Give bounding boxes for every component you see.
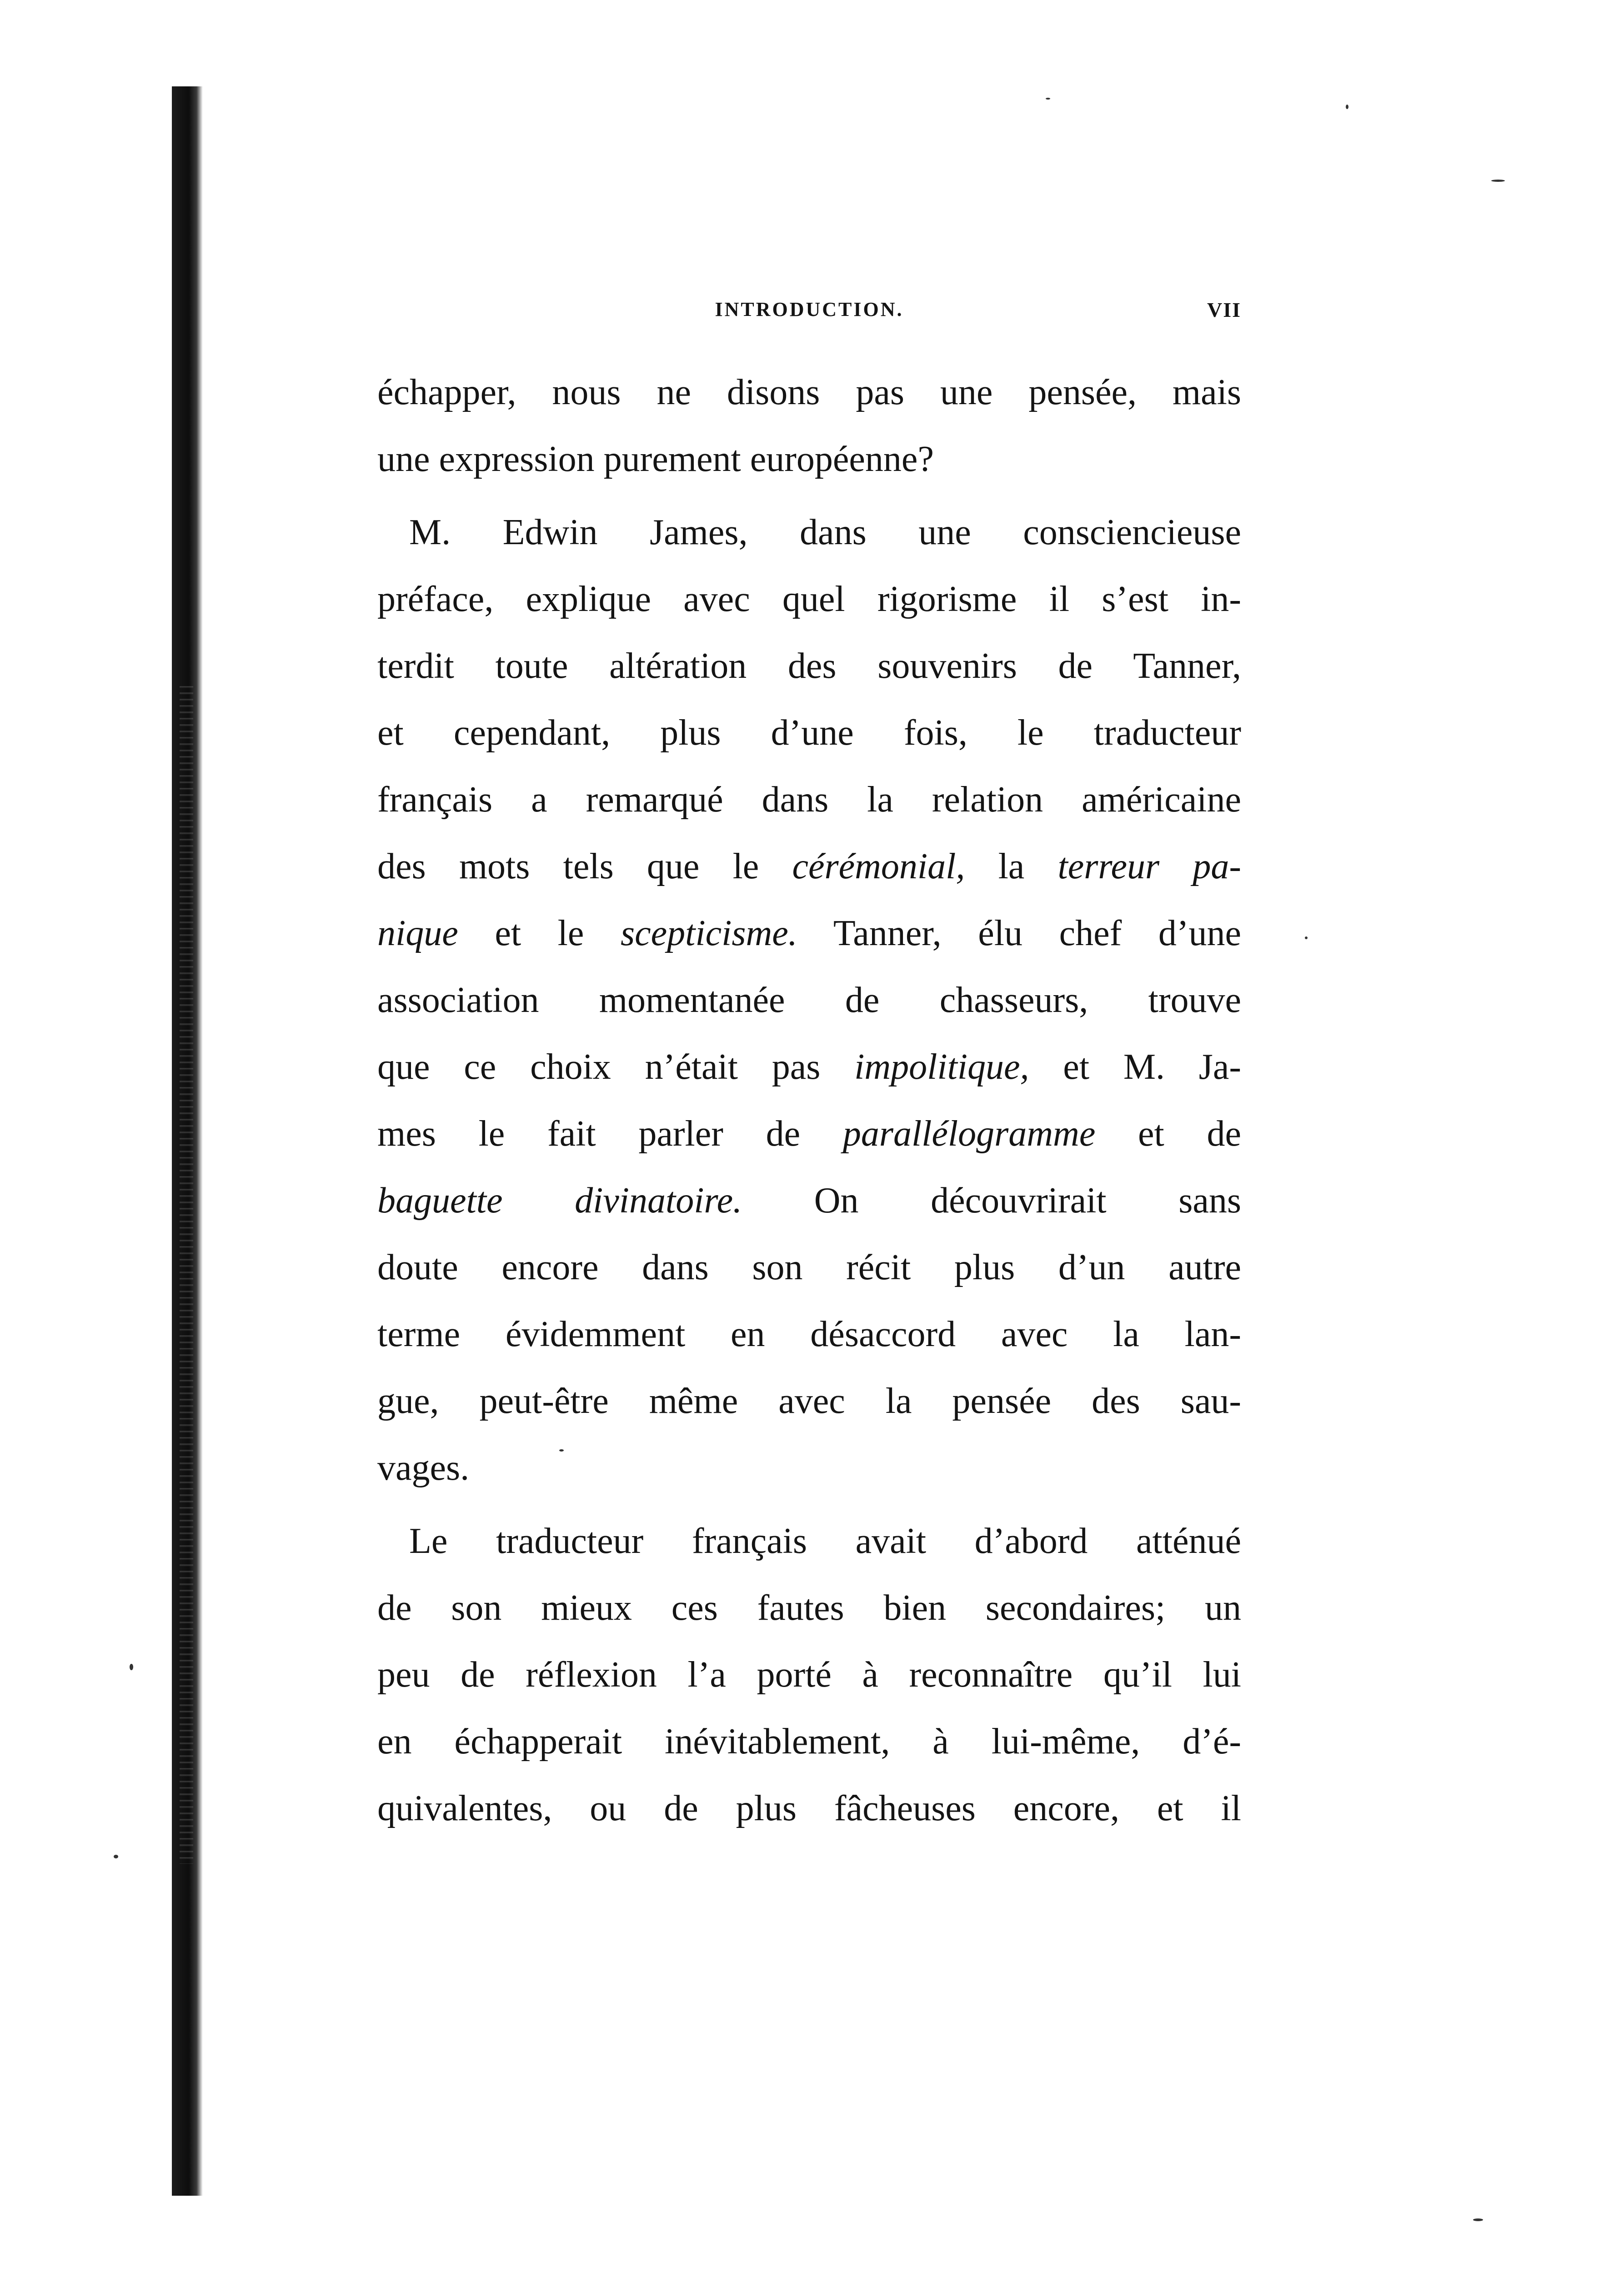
italic-text: parallélogramme bbox=[842, 1114, 1096, 1154]
scan-speck bbox=[1046, 98, 1050, 100]
text-segment: que ce choix n’était pas bbox=[377, 1047, 855, 1087]
text-segment: On découvrirait sans bbox=[742, 1181, 1241, 1221]
italic-text: scepticisme. bbox=[621, 913, 797, 953]
running-head-title: INTRODUCTION. bbox=[715, 298, 904, 320]
scan-speck bbox=[130, 1664, 133, 1670]
text-line: et cependant, plus d’une fois, le traducteur bbox=[377, 713, 1241, 753]
scan-speck bbox=[1305, 936, 1308, 939]
text-line: terdit toute altération des souvenirs de Tanner, bbox=[377, 646, 1241, 686]
text-segment: et M. Ja- bbox=[1029, 1047, 1241, 1087]
page-number: VII bbox=[1207, 298, 1241, 321]
text-line: gue, peut-être même avec la pensée des sau- bbox=[377, 1381, 1241, 1421]
text-segment: mes le fait parler de bbox=[377, 1114, 843, 1154]
text-line: Le traducteur français avait d’abord atténué bbox=[409, 1521, 1241, 1561]
paragraph-gap bbox=[377, 1502, 1241, 1508]
text-line: vages. bbox=[377, 1448, 470, 1488]
running-head bbox=[377, 298, 1241, 334]
binding-gutter-texture bbox=[180, 682, 193, 1864]
text-line: préface, explique avec quel rigorisme il s’est in- bbox=[377, 579, 1241, 619]
text-line: français a remarqué dans la relation américaine bbox=[377, 780, 1241, 820]
text-segment: la bbox=[965, 846, 1058, 886]
text-line: quivalentes, ou de plus fâcheuses encore, et il bbox=[377, 1788, 1241, 1828]
text-segment: et de bbox=[1095, 1114, 1241, 1154]
text-line bbox=[377, 833, 1241, 900]
scan-speck bbox=[1346, 105, 1348, 109]
italic-text: baguette divinatoire. bbox=[377, 1181, 742, 1221]
text-line: en échapperait inévitablement, à lui-même, d’é- bbox=[377, 1722, 1241, 1762]
scan-speck bbox=[1473, 2218, 1483, 2221]
text-line: peu de réflexion l’a porté à reconnaître qu’il lui bbox=[377, 1655, 1241, 1695]
text-segment: Tanner, élu chef d’une bbox=[797, 913, 1242, 953]
text-segment: des mots tels que le bbox=[377, 846, 792, 886]
scan-speck bbox=[559, 1449, 564, 1452]
italic-text: cérémonial, bbox=[792, 846, 965, 886]
italic-text: impolitique, bbox=[854, 1047, 1029, 1087]
text-line: de son mieux ces fautes bien secondaires; un bbox=[377, 1588, 1241, 1628]
text-line: M. Edwin James, dans une consciencieuse bbox=[409, 512, 1241, 552]
text-line bbox=[377, 1101, 1241, 1167]
text-line: association momentanée de chasseurs, trouve bbox=[377, 980, 1241, 1020]
text-line bbox=[377, 900, 1241, 967]
paragraph-gap bbox=[377, 493, 1241, 499]
text-line: doute encore dans son récit plus d’un autre bbox=[377, 1247, 1241, 1287]
body-text bbox=[377, 359, 1241, 1842]
text-line: une expression purement européenne? bbox=[377, 439, 934, 479]
scan-speck bbox=[114, 1855, 118, 1858]
italic-text: terreur pa- bbox=[1058, 846, 1241, 886]
text-line: terme évidemment en désaccord avec la lan- bbox=[377, 1314, 1241, 1354]
text-line bbox=[377, 1034, 1241, 1101]
text-line bbox=[377, 1167, 1241, 1234]
text-segment: et le bbox=[458, 913, 621, 953]
text-line: échapper, nous ne disons pas une pensée, mais bbox=[377, 372, 1241, 412]
scan-speck bbox=[1491, 180, 1505, 182]
italic-text: nique bbox=[377, 913, 458, 953]
